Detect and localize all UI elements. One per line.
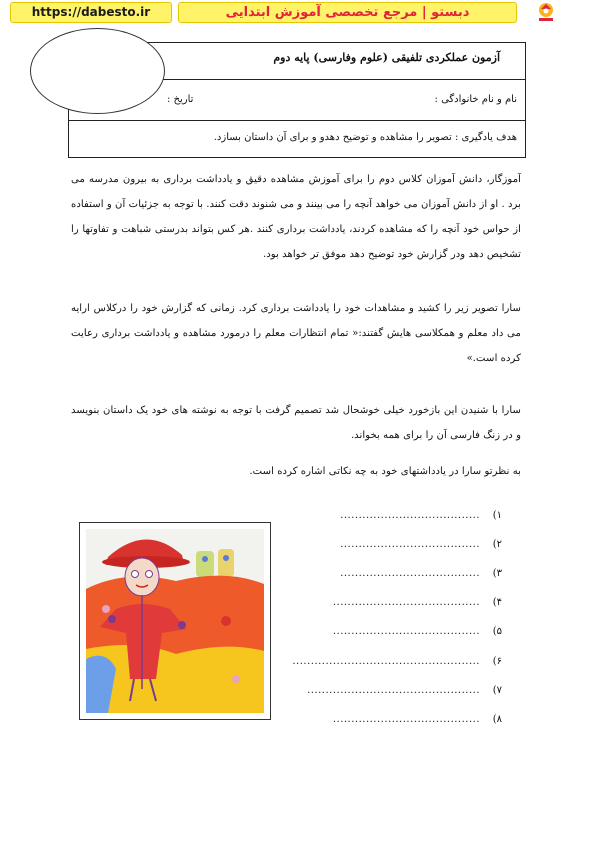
paragraph-sara-drawing: سارا تصویر زیر را کشید و مشاهدات خود را یادداشت برداری کرد. زمانی که گزارش خود را درکلاس ارایه می داد معلم و همکلاسی هایش گفتند:« تمام انتظارات معلم را درمورد مشاهده و یادداشت برداری رعایت کرده است.» xyxy=(71,303,521,364)
answer-line[interactable] xyxy=(340,510,502,526)
answer-number: ۲) xyxy=(492,539,502,550)
paragraph-intro: آموزگار، دانش آموزان کلاس دوم را برای آموزش مشاهده دقیق و یادداشت برداری به بیرون مدرسه می برد . او از دانش آموزان می خواهد آنچه را می بینند و می شنوند دقت کنند. با توجه به جزئیات آن و استفاده از حواس خود آنچه را که مشاهده کردند، یادداشت برداری کنند .هر کس بتواند بدرستی شباهت و تفاوتها را تشخیص دهد ودر گزارش خود توضیح دهد موفق تر خواهد بود. xyxy=(71,174,521,260)
answer-number: ۸) xyxy=(492,714,502,725)
answer-number: ۴) xyxy=(492,597,502,608)
answer-dots: ........................................ xyxy=(332,597,480,608)
question-text: به نظرتو سارا در یادداشتهای خود به چه نکاتی اشاره کرده است. xyxy=(249,466,521,477)
answer-line[interactable] xyxy=(333,597,502,613)
answer-number: ۶) xyxy=(492,656,502,667)
answer-number: ۷) xyxy=(492,685,502,696)
answer-number: ۳) xyxy=(492,568,502,579)
answer-dots: ...................................... xyxy=(340,539,480,550)
answer-line[interactable] xyxy=(307,685,502,701)
child-drawing-scarecrow-picture xyxy=(86,529,264,713)
answer-dots: ...................................... xyxy=(340,510,480,521)
answer-line[interactable] xyxy=(340,539,502,555)
answer-dots: ................................................... xyxy=(292,656,480,667)
answer-dots: ............................................... xyxy=(307,685,480,696)
answer-line[interactable] xyxy=(340,568,502,584)
answer-dots: ...................................... xyxy=(340,568,480,579)
answer-line[interactable] xyxy=(333,626,502,642)
answer-number: ۵) xyxy=(492,626,502,637)
dabesto-logo-icon xyxy=(535,1,557,23)
answer-dots: ........................................ xyxy=(332,626,480,637)
drawing-frame xyxy=(79,522,271,720)
site-title-banner: دبستو | مرجع تخصصی آموزش ابتدایی xyxy=(178,2,517,23)
student-name-label: نام و نام خانوادگی : xyxy=(434,94,517,105)
exam-title: آزمون عملکردی تلفیقی (علوم وفارسی) پایه دوم xyxy=(273,51,500,64)
learning-goal: هدف یادگیری : تصویر را مشاهده و توضیح دهدو و برای آن داستان بسازد. xyxy=(213,132,517,143)
answer-dots: ........................................ xyxy=(332,714,480,725)
answer-number: ۱) xyxy=(492,510,502,521)
header-divider xyxy=(69,120,525,121)
date-label: تاریخ : xyxy=(167,94,194,105)
paragraph-sara-story: سارا با شنیدن این بازخورد خیلی خوشحال شد تصمیم گرفت با توجه به نوشته های خود یک داستان بنویسد و در زنگ فارسی آن را برای همه بخواند. xyxy=(71,405,521,441)
answer-line[interactable] xyxy=(292,656,502,672)
top-banner xyxy=(0,0,595,24)
answer-line[interactable] xyxy=(333,714,502,730)
site-url-link[interactable]: https://dabesto.ir xyxy=(10,2,172,23)
score-oval xyxy=(30,28,165,114)
